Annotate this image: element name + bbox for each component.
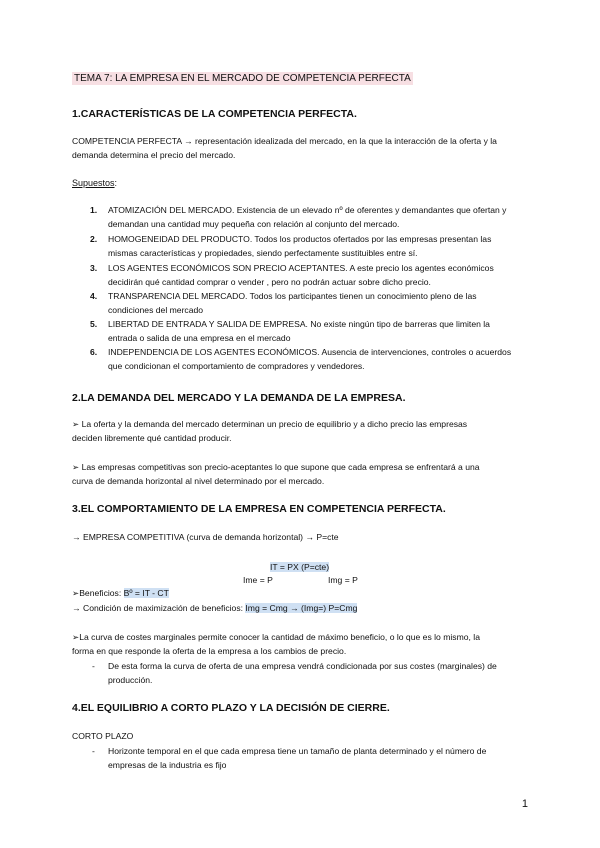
it-formula: IT = PX (P=cte) [270,562,330,572]
paragraph-line: ➢La curva de costes marginales permite conocer la cantidad de máximo beneficio, o lo que es lo mismo, la [72,632,480,642]
definition-line-2: demanda determina el precio del mercado. [72,150,236,160]
paragraph-line: curva de demanda horizontal al nivel determinado por el mercado. [72,476,325,486]
dash-bullet: - [92,661,95,671]
section-4-heading: 4.EL EQUILIBRIO A CORTO PLAZO Y LA DECISIÓN DE CIERRE. [72,702,390,714]
beneficios-line: ➢Beneficios: Bº = IT - CT [72,588,169,598]
condicion-line: → Condición de maximización de beneficios: Img = Cmg → (Img=) P=Cmg [72,603,358,613]
supuestos-label: Supuestos: [72,178,118,188]
dash-bullet: - [92,746,95,756]
img-formula: Img = P [328,575,358,585]
paragraph-line: ➢ La oferta y la demanda del mercado determinan un precio de equilibrio y a dicho precio las empresas [72,419,468,429]
paragraph-line: empresas de la industria es fijo [108,760,227,770]
document-page: TEMA 7: LA EMPRESA EN EL MERCADO DE COMPETENCIA PERFECTA 1.CARACTERÍSTICAS DE LA COMPETENCIA PERFECTA. COMPETENCIA PERFECTA → representación idealizada del mercado, en la que la interacción de la oferta y la demanda determina el precio del mercado. Supuestos: 1. ATOMIZACIÓN DEL MERCADO. Existencia de un elevado nº de oferentes y demandantes que ofertan y demandan una cantidad muy pequeña con relación al conjunto del mercado. 2. HOMOGENEIDAD DEL PRODUCTO. Todos los productos ofertados por las empresas presentan las mismas características y propiedades, siendo perfectamente sustituibles entre sí. 3. LOS AGENTES ECONÓMICOS SON PRECIO ACEPTANTES. A este precio los agentes económicos decidirán qué cantidad comprar o vender , pero no podrán actuar sobre dicho precio. 4. TRANSPARENCIA DEL MERCADO. Todos los participantes tienen un conocimiento pleno de las condiciones del mercado 5. LIBERTAD DE ENTRADA Y SALIDA DE EMPRESA. No existe ningún tipo de barreras que limiten la entrada o salida de una empresa en el mercado 6. INDEPENDENCIA DE LOS AGENTES ECONÓMICOS. Ausencia de intervenciones, controles o acuerdos que condicionan el comportamiento de compradores y vendedores. 2.LA DEMANDA DEL MERCADO Y LA DEMANDA DE LA EMPRESA. ➢ La oferta y la demanda del mercado determinan un precio de equilibrio y a dicho precio las empresas deciden libremente qué cantidad producir. ➢ Las empresas competitivas son precio-aceptantes lo que supone que cada empresa se enfrentará a una curva de demanda horizontal al nivel determinado por el mercado. 3.EL COMPORTAMIENTO DE LA EMPRESA EN COMPETENCIA PERFECTA. → EMPRESA COMPETITIVA (curva de demanda horizontal) → P=cte IT = PX (P=cte) Ime = P Img = P ➢Beneficios: Bº = IT - CT → Condición de maximización de beneficios: Img = Cmg → (Img=) P=Cmg ➢La curva de costes marginales permite conocer la cantidad de máximo beneficio, o lo que es lo mismo, la forma en que responde la oferta de la empresa a los cambios de precio. - De esta forma la curva de oferta de una empresa vendrá condicionada por sus costes (marginales) de producción. 4.EL EQUILIBRIO A CORTO PLAZO Y LA DECISIÓN DE CIERRE. CORTO PLAZO - Horizonte temporal en el que cada empresa tiene un tamaño de planta determinado y el número de empresas de la industria es fijo 1 [72,73,528,810]
section-1-heading: 1.CARACTERÍSTICAS DE LA COMPETENCIA PERFECTA. [72,108,357,120]
page-number: 1 [521,798,528,810]
paragraph-line: Horizonte temporal en el que cada empresa tiene un tamaño de planta determinado y el número de [108,746,487,756]
definition-line-1: COMPETENCIA PERFECTA → representación idealizada del mercado, en la que la interacción de la oferta y la [72,136,497,146]
empresa-competitiva-line: → EMPRESA COMPETITIVA (curva de demanda horizontal) → P=cte [72,532,339,542]
section-2-heading: 2.LA DEMANDA DEL MERCADO Y LA DEMANDA DE LA EMPRESA. [72,392,406,404]
section-3-heading: 3.EL COMPORTAMIENTO DE LA EMPRESA EN COMPETENCIA PERFECTA. [72,503,446,515]
document-title: TEMA 7: LA EMPRESA EN EL MERCADO DE COMPETENCIA PERFECTA [74,73,411,84]
paragraph-line: De esta forma la curva de oferta de una empresa vendrá condicionada por sus costes (marginales) de [108,661,497,671]
paragraph-line: ➢ Las empresas competitivas son precio-aceptantes lo que supone que cada empresa se enfrentará a una [72,462,480,472]
paragraph-line: deciden libremente qué cantidad producir. [72,433,232,443]
paragraph-line: producción. [108,675,153,685]
ime-formula: Ime = P [243,575,273,585]
paragraph-line: forma en que responde la oferta de la empresa a los cambios de precio. [72,646,347,656]
corto-plazo-label: CORTO PLAZO [72,731,134,741]
